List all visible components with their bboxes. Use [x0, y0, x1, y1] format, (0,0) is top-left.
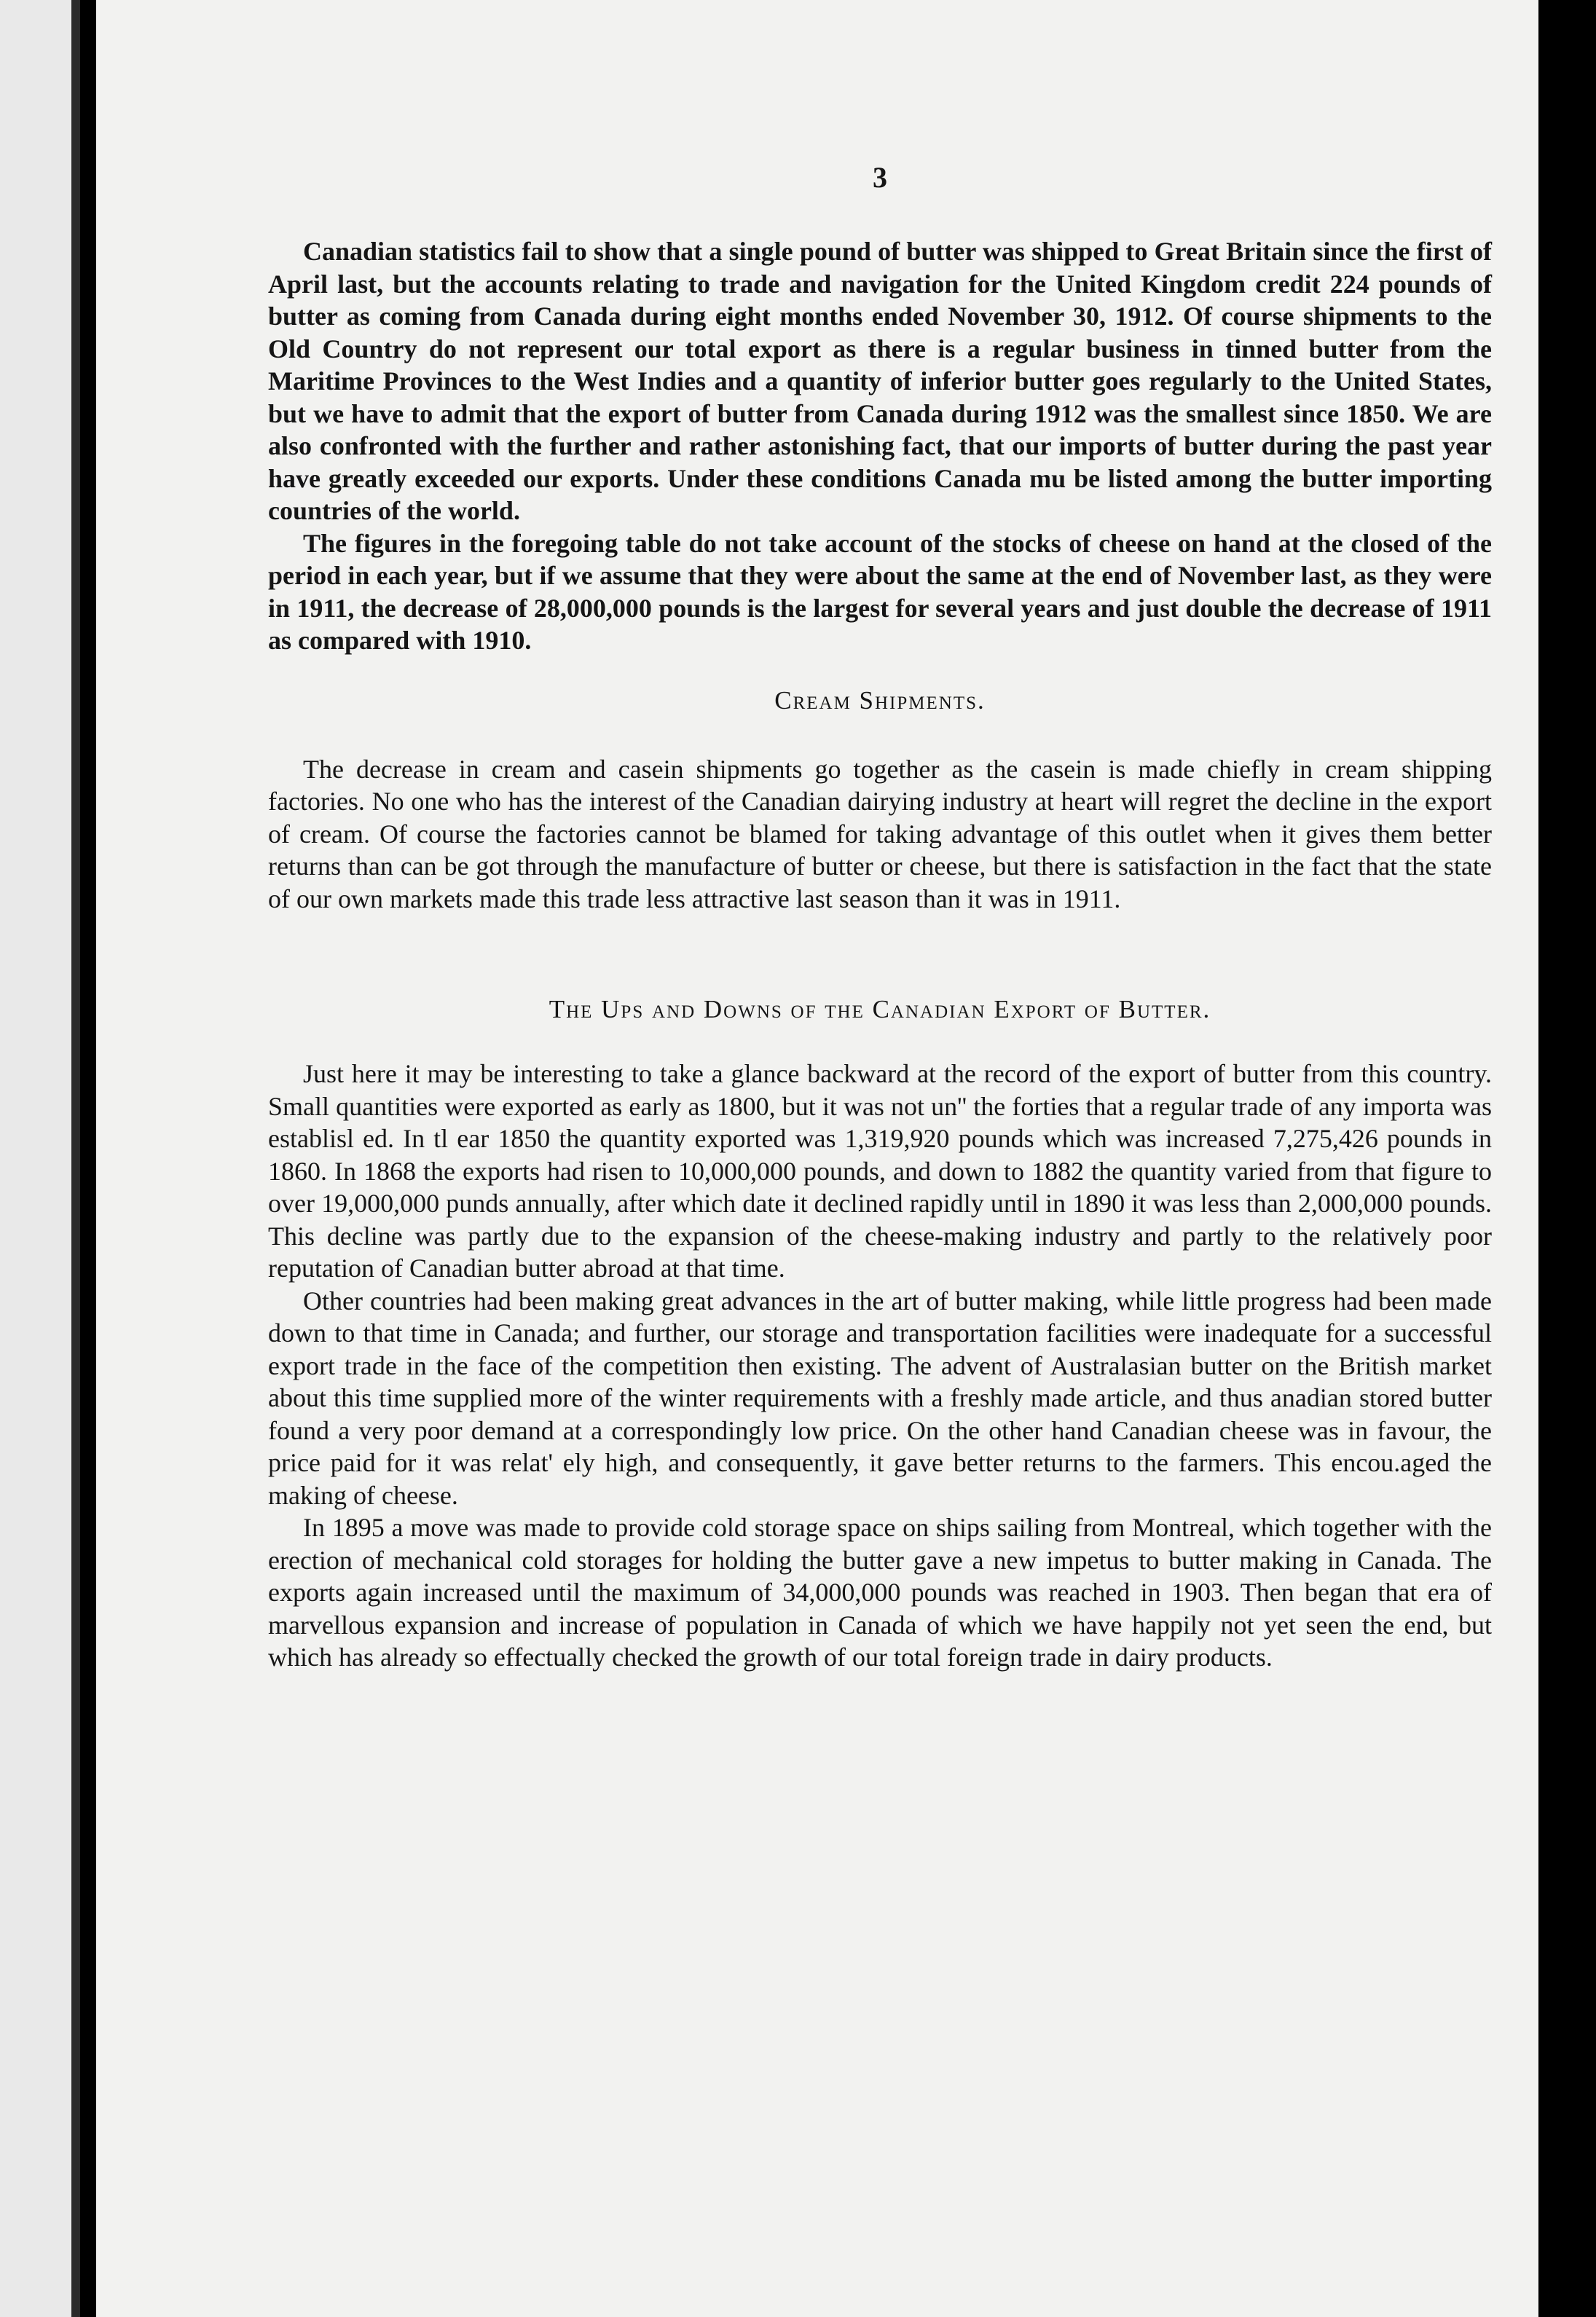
page-number: 3: [873, 161, 887, 194]
paragraph-other-countries: Other countries had been making great advances in the art of butter making, while little progress had been made down to that time in Canada; and further, our storage and transportation facilities were inadequate for a successful export trade in the face of the competition then existing. The advent of Australasian butter on the British market about this time supplied more of the winter requirements with a freshly made article, and thus anadian stored butter found a very poor demand at a correspondingly low price. On the other hand Canadian cheese was in favour, the price paid for it was relat' ely high, and consequently, it gave better returns to the farmers. This encou.aged the making of cheese.: [268, 1286, 1492, 1510]
paragraph-export-history: Just here it may be interesting to take a glance backward at the record of the export of butter from this country. Small quantities were exported as early as 1800, but it was not un'' the forties that a regular trade of any importa was establisl ed. In tl ear 1850 the quantity exported was 1,319,920 pounds which was increased 7,275,426 pounds in 1860. In 1868 the exports had risen to 10,000,000 pounds, and down to 1882 the quantity varied from that figure to over 19,000,000 punds annually, after which date it declined rapidly until in 1890 it was less than 2,000,000 pounds. This decline was partly due to the expansion of the cheese-making industry and partly to the relatively poor reputation of Canadian butter abroad at that time.: [268, 1059, 1492, 1283]
paragraph-cream-shipments: The decrease in cream and casein shipments go together as the casein is made chiefly in cream shipping factories. No one who has the interest of the Canadian dairying industry at heart will regret the decline in the export of cream. Of course the factories cannot be blamed for taking advantage of this outlet when it gives them better returns than can be got through the manufacture of butter or cheese, but there is satisfaction in the fact that the state of our own markets made this trade less attractive last season than it was in 1911.: [268, 754, 1492, 913]
adjacent-page-edge: [0, 0, 80, 2317]
heading-cream-shipments: Cream Shipments.: [774, 685, 986, 715]
document-page: [96, 0, 1538, 2317]
paragraph-butter-export: Canadian statistics fail to show that a single pound of butter was shipped to Great Britain since the first of April last, but the accounts relating to trade and navigation for the United Kingdom credit 224 pounds of butter as coming from Canada during eight months ended November 30, 1912. Of course shipments to the Old Country do not represent our total export as there is a regular business in tinned butter from the Maritime Provinces to the West Indies and a quantity of inferior butter goes regularly to the United States, but we have to admit that the export of butter from Canada during 1912 was the smallest since 1850. We are also confronted with the further and rather astonishing fact, that our imports of butter during the past year have greatly exceeded our exports. Under these conditions Canada mu be listed among the butter importing countries of the world.: [268, 237, 1492, 525]
paragraph-cheese-stocks: The figures in the foregoing table do not take account of the stocks of cheese on hand at the closed of the period in each year, but if we assume that they were about the same at the end of November last, as they were in 1911, the decrease of 28,000,000 pounds is the largest for several years and just double the decrease of 1911 as compared with 1910.: [268, 528, 1492, 655]
heading-ups-and-downs: The Ups and Downs of the Canadian Export of Butter.: [549, 995, 1211, 1023]
page-content: [268, 160, 1492, 1674]
paragraph-cold-storage: In 1895 a move was made to provide cold storage space on ships sailing from Montreal, which together with the erection of mechanical cold storages for holding the butter gave a new impetus to butter making in Canada. The exports again increased until the maximum of 34,000,000 pounds was reached in 1903. Then began that era of marvellous expansion and increase of population in Canada of which we have happily not yet seen the end, but which has already so effectually checked the growth of our total foreign trade in dairy products.: [268, 1513, 1492, 1672]
